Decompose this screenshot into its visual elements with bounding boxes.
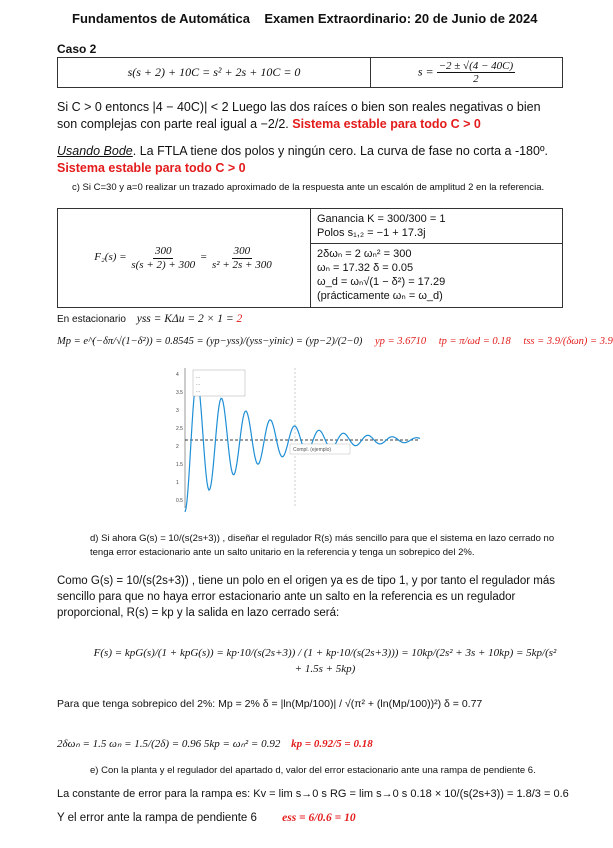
char-eq-roots (371, 58, 563, 88)
y-tick-label: 1.5 (176, 462, 183, 468)
damping-cell (311, 243, 563, 307)
yss-eq: yss = KΔu = 2 × 1 = (136, 313, 237, 325)
damping-r2: ωₙ = 17.32 δ = 0.05 (317, 262, 414, 275)
damping-r4: (prácticamente ωₙ = ω_d) (317, 290, 443, 303)
roots-denominator: 2 (473, 73, 479, 86)
overshoot-line (57, 336, 613, 347)
tp-value: tp = π/ωd = 0.18 (438, 336, 511, 347)
yp-value: yp = 3.6710 (374, 336, 427, 347)
roots-lhs: s = (417, 64, 434, 79)
legend-3: ... (196, 388, 201, 394)
damping-r1: 2δωₙ = 2 ωₙ² = 300 (317, 248, 412, 261)
closed-loop-eq: F(s) = kpG(s)/(1 + kpG(s)) = kp·10/(s(2s+3)) / (1 + kp·10/(s(2s+3))) = 10kp/(2s² + 3s + 10kp) = 5kp/(s² + 1.5s + 5kp) (93, 647, 557, 675)
kp-value: kp = 0.92/5 = 0.18 (291, 738, 373, 750)
y-tick-label: 3.5 (176, 390, 183, 396)
characteristic-equation-box (57, 57, 563, 88)
step-response-plot (175, 368, 425, 513)
transfer-function-box (57, 208, 563, 308)
roots-numerator: −2 ± √(4 − 40C) (438, 60, 514, 72)
legend-2: ... (196, 381, 201, 387)
plot-annotation: Compl. (ejemplo) (293, 447, 332, 453)
damping-design-line: Para que tenga sobrepico del 2%: Mp = 2% δ = |ln(Mp/100)| / √(π² + (ln(Mp/100))²) δ = 0.77 (57, 698, 483, 710)
ramp-error-value: ess = 6/0.6 = 10 (282, 812, 356, 824)
f2-den1: s(s + 2) + 300 (131, 258, 196, 271)
y-tick-label: 0.5 (176, 498, 183, 504)
kp-derivation: 2δωₙ = 1.5 ωₙ = 1.5/(2δ) = 0.96 5kp = ωₙ² = 0.92 (57, 738, 281, 750)
plot-legend (193, 370, 245, 396)
y-tick-labels (176, 372, 183, 504)
ramp-constant-line: La constante de error para la rampa es: Kv = lim s→0 s RG = lim s→0 s 0.18 × 10/(s(2s+3)) = 1.8/3 = 0.6 (57, 788, 569, 800)
stability-text: Si C > 0 entoncs |4 − 40C)| < 2 Luego las dos raíces o bien son reales negativas o bien son complejas con parte real igual a −2/2. (57, 100, 541, 131)
bode-text: . La FTLA tiene dos polos y ningún cero. La curva de fase no corta a -180º. (132, 144, 548, 158)
steady-label: En estacionario (57, 314, 126, 325)
y-tick-label: 2.5 (176, 426, 183, 432)
legend-1: ... (196, 374, 201, 380)
regulator-paragraph: Como G(s) = 10/(s(2s+3)) , tiene un polo en el origen ya es de tipo 1, y por tanto el regulador más sencillo para que no haya error estacionario ante un salto en la referencia es un regulador proporcional, R(s) = kp y la salida en lazo cerrado será: (57, 575, 555, 619)
y-tick-label: 2 (176, 444, 179, 450)
bode-conclusion: Sistema estable para todo C > 0 (57, 161, 246, 175)
ramp-error-line (57, 812, 356, 824)
mp-eq: Mp = e^(−δπ/√(1−δ²)) = 0.8545 = (yp−yss)/(yss−yinic) = (yp−2)/(2−0) (57, 336, 363, 347)
question-c: c) Si C=30 y a=0 realizar un trazado aproximado de la respuesta ante un escalón de amplitud 2 en la referencia. (72, 182, 545, 193)
kp-design-line (57, 737, 373, 750)
steady-state-line (57, 313, 242, 325)
bode-method: Usando Bode (57, 144, 133, 158)
f2-den2: s² + 2s + 300 (212, 258, 272, 271)
question-d: d) Si ahora G(s) = 10/(s(2s+3)) , diseñar el regulador R(s) más sencillo para que el sistema en lazo cerrado no tenga error estacionario ante un salto unitario en la referencia y tenga un sobrepico del 2%. (90, 533, 555, 558)
y-tick-label: 4 (176, 372, 179, 378)
bode-paragraph (57, 143, 563, 177)
y-tick-label: 1 (176, 480, 179, 486)
f2-num1: 300 (154, 245, 172, 258)
page-header: Fundamentos de Automática Examen Extraordinario: 20 de Junio de 2024 (72, 11, 538, 26)
stability-paragraph (57, 99, 563, 133)
f2-lhs: F₂(s) = (94, 251, 127, 264)
damping-r3: ω_d = ωₙ√(1 − δ²) = 17.29 (317, 276, 446, 289)
stability-conclusion: Sistema estable para todo C > 0 (292, 117, 481, 131)
case-title: Caso 2 (57, 42, 97, 56)
f2-cell: F₂(s) = $\frac{300}{s(s + 2) + 300}$ = $\frac{300}{\text{s² + 2s + 300}}$ (58, 209, 311, 308)
tss-value: tss = 3.9/(δωn) = 3.9 (523, 336, 613, 347)
gain-text: Ganancia K = 300/300 = 1 (317, 212, 446, 225)
gain-poles-cell (311, 209, 563, 244)
yss-value: 2 (236, 313, 243, 325)
char-eq-left: s(s + 2) + 10C = s² + 2s + 10C = 0 (58, 58, 371, 88)
y-tick-label: 3 (176, 408, 179, 414)
f2-num2: 300 (233, 245, 251, 258)
question-e: e) Con la planta y el regulador del apartado d, valor del error estacionario ante una rampa de pendiente 6. (90, 765, 536, 776)
poles-text: Polos s₁,₂ = −1 + 17.3j (317, 226, 426, 239)
ramp-error-text: Y el error ante la rampa de pendiente 6 (57, 812, 257, 824)
